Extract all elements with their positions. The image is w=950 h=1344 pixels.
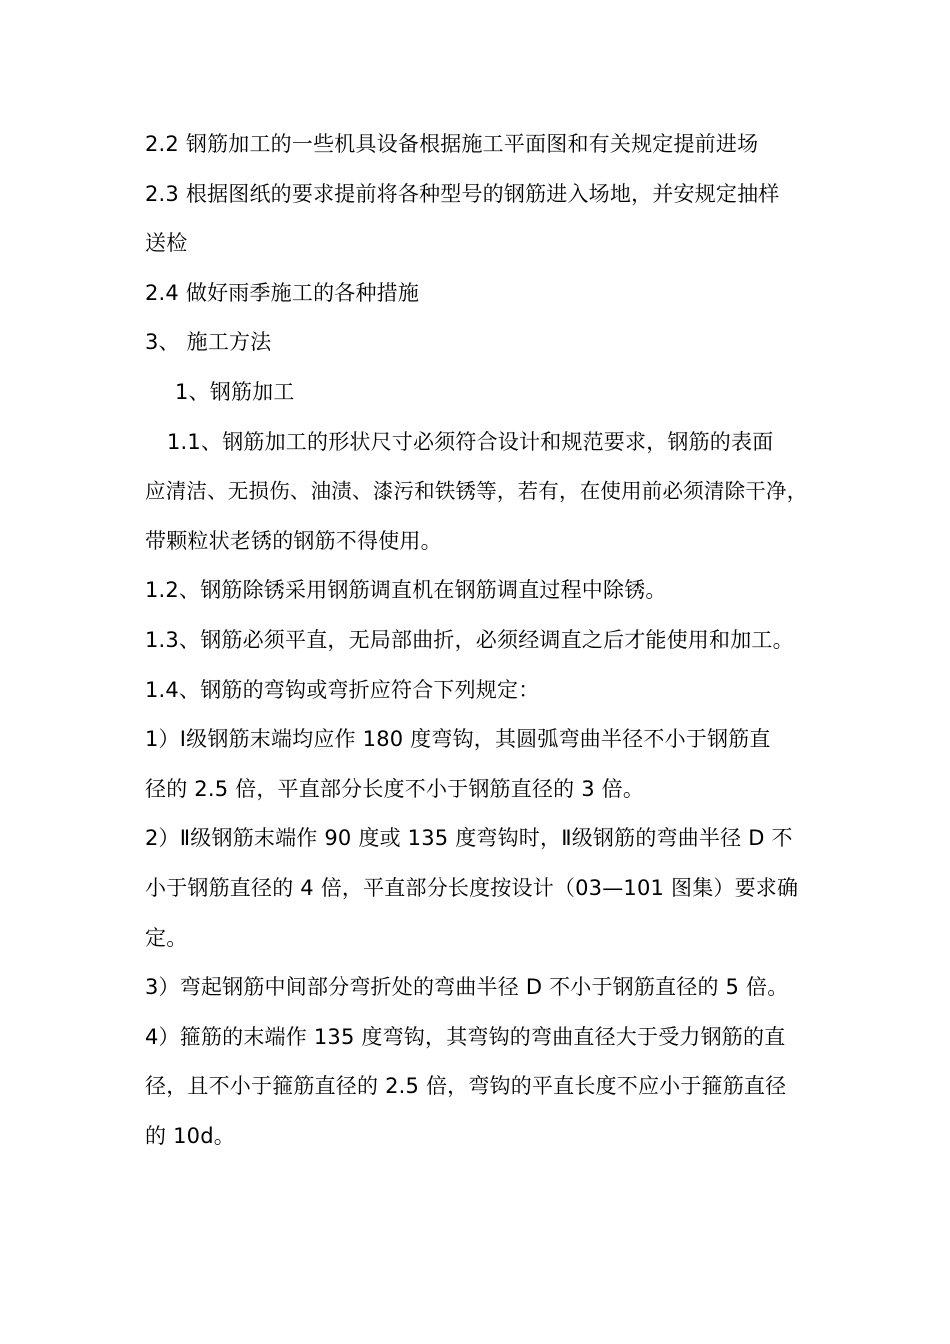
text-line-1-1: 1.1、钢筋加工的形状尺寸必须符合设计和规范要求，钢筋的表面 — [167, 429, 774, 454]
list-item-3: 3）弯起钢筋中间部分弯折处的弯曲半径 D 不小于钢筋直径的 5 倍。 — [145, 975, 789, 1000]
list-item-1-cont: 径的 2.5 倍，平直部分长度不小于钢筋直径的 3 倍。 — [145, 776, 645, 801]
list-item-4-cont-b: 的 10d。 — [145, 1123, 235, 1148]
list-item-2-cont-b: 定。 — [145, 925, 188, 950]
text-line-1-4: 1.4、钢筋的弯钩或弯折应符合下列规定： — [145, 677, 540, 702]
subsection-heading-1: 1、钢筋加工 — [175, 379, 295, 404]
text-line-1-2: 1.2、钢筋除锈采用钢筋调直机在钢筋调直过程中除锈。 — [145, 578, 667, 603]
text-line-1-1-cont-b: 带颗粒状老锈的钢筋不得使用。 — [145, 528, 442, 553]
section-heading-3: 3、 施工方法 — [145, 330, 272, 355]
list-item-1: 1）Ⅰ级钢筋末端均应作 180 度弯钩，其圆弧弯曲半径不小于钢筋直 — [145, 727, 771, 752]
text-line-2-3: 2.3 根据图纸的要求提前将各种型号的钢筋进入场地，并安规定抽样 — [145, 181, 780, 206]
list-item-4-cont-a: 径，且不小于箍筋直径的 2.5 倍，弯钩的平直长度不应小于箍筋直径 — [145, 1074, 787, 1099]
text-line-1-1-cont-a: 应清洁、无损伤、油渍、漆污和铁锈等，若有，在使用前必须清除干净， — [145, 479, 808, 504]
document-body — [145, 120, 810, 1161]
text-line-2-4: 2.4 做好雨季施工的各种措施 — [145, 280, 420, 305]
text-line-1-3: 1.3、钢筋必须平直，无局部曲折，必须经调直之后才能使用和加工。 — [145, 627, 794, 652]
list-item-4: 4）箍筋的末端作 135 度弯钩，其弯钩的弯曲直径大于受力钢筋的直 — [145, 1024, 786, 1049]
text-line-2-2: 2.2 钢筋加工的一些机具设备根据施工平面图和有关规定提前进场 — [145, 132, 759, 156]
list-item-2-cont-a: 小于钢筋直径的 4 倍，平直部分长度按设计（03—101 图集）要求确 — [145, 875, 799, 900]
list-item-2: 2）Ⅱ级钢筋末端作 90 度或 135 度弯钩时，Ⅱ级钢筋的弯曲半径 D 不 — [145, 826, 793, 851]
text-line-2-3-cont: 送检 — [145, 231, 188, 256]
